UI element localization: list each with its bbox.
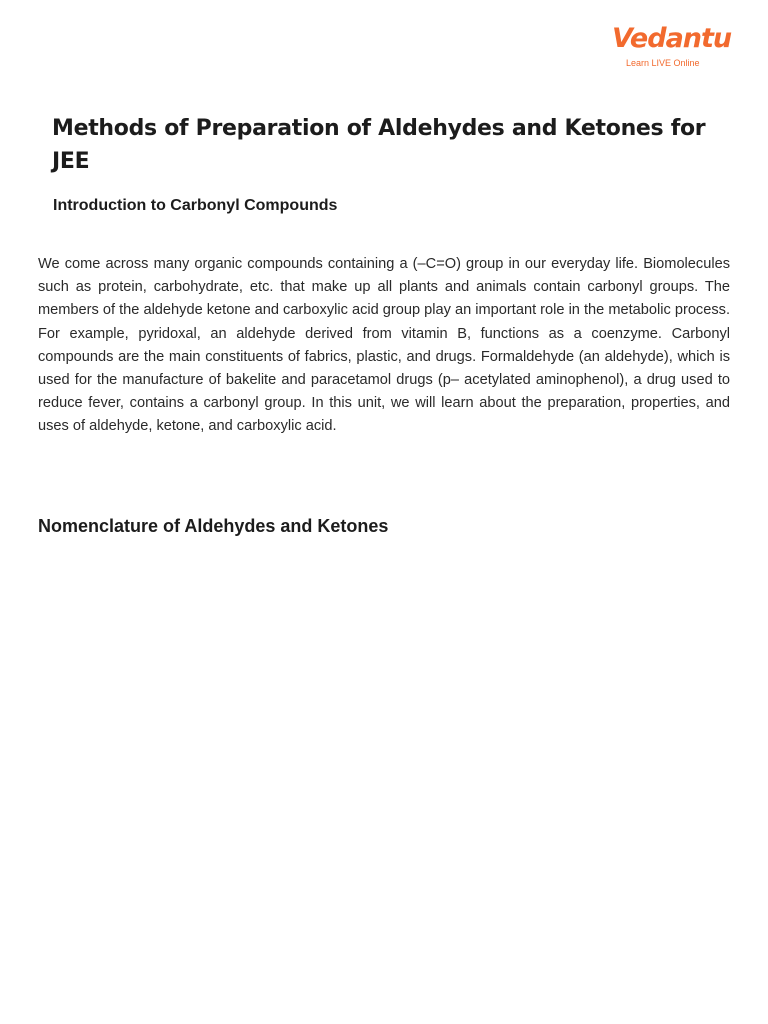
logo-wordmark: Vedantu: [612, 23, 732, 54]
page-title: Methods of Preparation of Aldehydes and Ketones for JEE: [52, 116, 706, 174]
intro-paragraph: We come across many organic compounds containing a (–C=O) group in our everyday life. Biomolecules such as protein, carbohydrate, etc. that make up all plants and animals contain carbonyl groups. The members of the aldehyde ketone and carboxylic acid group play an important role in the metabolic process. For example, pyridoxal, an aldehyde derived from vitamin B, functions as a coenzyme. Carbonyl compounds are the main constituents of fabrics, plastic, and drugs. Formaldehyde (an aldehyde), which is used for the manufacture of bakelite and paracetamol drugs (p– acetylated aminophenol), a drug used to reduce fever, contains a carbonyl group. In this unit, we will learn about the preparation, properties, and uses of aldehyde, ketone, and carboxylic acid.: [38, 256, 730, 435]
vedantu-logo: [612, 22, 732, 72]
logo-tagline: Learn LIVE Online: [626, 58, 700, 68]
intro-subheading: Introduction to Carbonyl Compounds: [53, 197, 338, 214]
nomenclature-heading: Nomenclature of Aldehydes and Ketones: [38, 516, 389, 536]
